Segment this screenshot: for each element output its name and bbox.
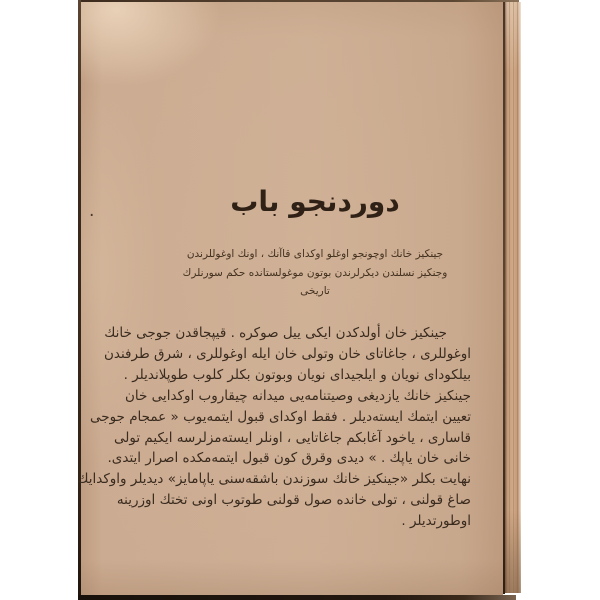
body-line: جينكيز خانك يازديغى وصيتنامه‌يى ميدانه چيقاروب اوكدايى خان — [125, 387, 471, 404]
chapter-title: دوردنجو باب — [230, 185, 400, 218]
body-line: صاغ قولنى ، تولى خانده صول قولنى طوتوب اونى تختك اوزرينه — [116, 492, 471, 509]
subtitle-line: وجنكيز نسلندن ديكرلرندن بوتون موغولستانده حكم سورنلرك — [182, 266, 448, 279]
body-line: بيلكوداى نويان و ايلجيداى نويان وبوتون بكلر كلوب طوپلانديلر . — [123, 366, 471, 383]
underlying-pages-edge — [505, 2, 521, 593]
body-line: تعيين ايتمك ايسته‌ديلر . فقط اوكداى قبول ايتمه‌يوب « عمجام جوجى — [89, 408, 471, 425]
chapter-subtitle — [159, 245, 471, 301]
scanned-book-photo — [78, 0, 521, 600]
body-paragraph — [77, 323, 471, 532]
book-edge-bottom — [78, 595, 516, 600]
book-page — [77, 2, 503, 595]
subtitle-line: جينكيز خانك اوچونجو اوغلو اوكداى قاآنك ، اونك اوغوللرندن — [186, 248, 444, 260]
body-line: قاسارى ، ياخود آغابكم جاغاتايى ، اونلر ايسته‌مزلرسه ايكيم تولى — [114, 429, 471, 446]
body-line: خانى خان ياپك . » ديدى وقرق كون قبول ايتمه‌مكده اصرار ايتدى. — [107, 450, 471, 467]
margin-mark: · — [89, 206, 95, 226]
body-line: اوغوللرى ، جاغاتاى خان وتولى خان ايله اوغوللرى ، شرق طرفندن — [103, 345, 471, 362]
body-line: اوطورتديلر . — [401, 513, 471, 530]
printed-content — [77, 2, 471, 595]
subtitle-line: تاريخى — [300, 285, 330, 297]
body-line: جينكيز خان أولدكدن ايكى ييل صوكره . قيپجاقدن جوجى خانك — [104, 325, 447, 341]
body-line: نهايت بكلر «جينكيز خانك سوزندن باشقه‌سنى ياپامايز» ديديلر واوكدايك — [77, 471, 471, 488]
